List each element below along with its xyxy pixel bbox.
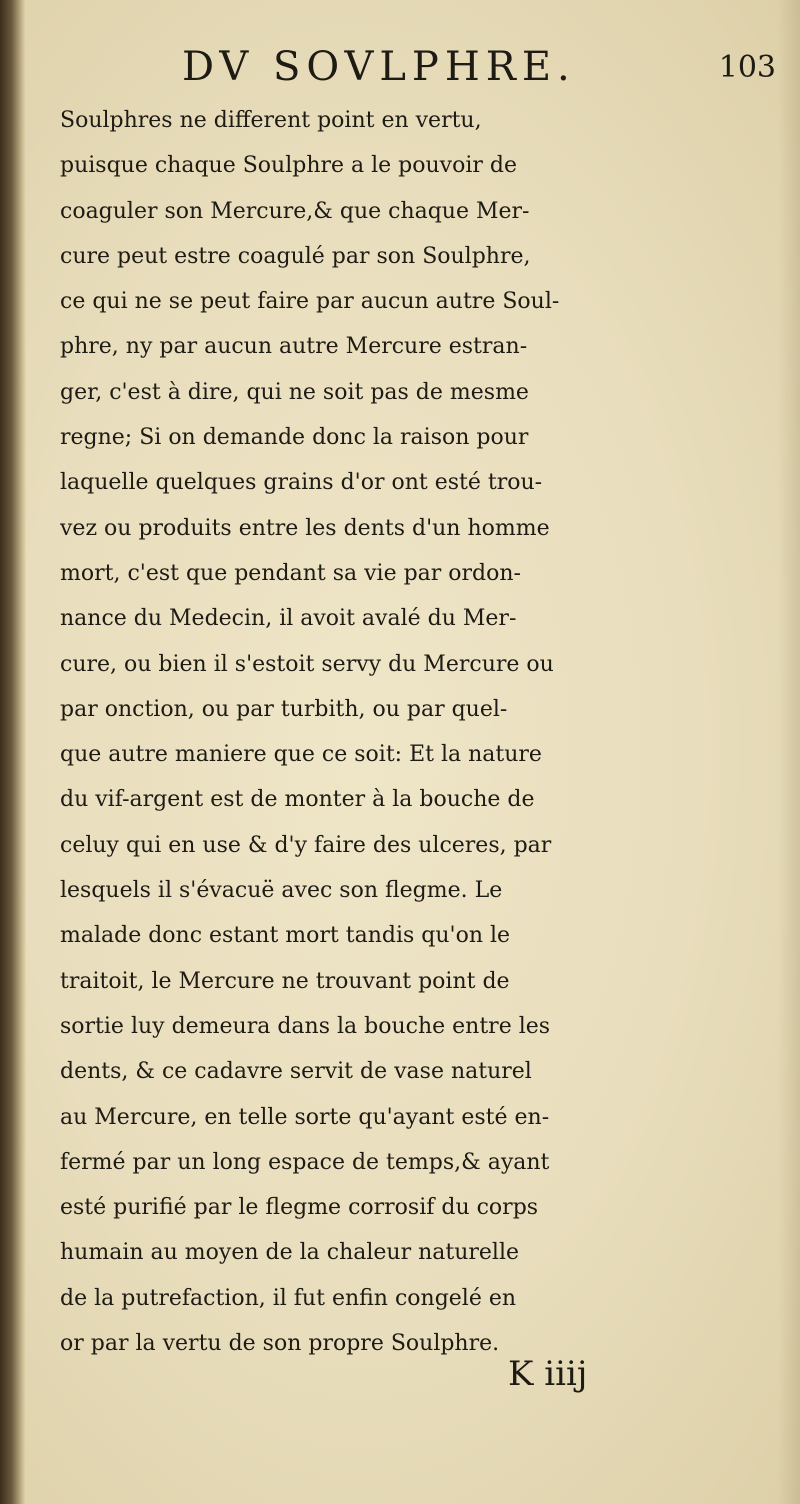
text-line: laquelle quelques grains d'or ont esté trou- <box>60 470 543 496</box>
text-line: malade donc estant mort tandis qu'on le <box>60 923 511 949</box>
text-line: regne; Si on demande donc la raison pour <box>60 425 529 451</box>
body-text <box>60 98 800 1366</box>
text-line: du vif-argent est de monter à la bouche de <box>60 787 535 813</box>
text-line: Soulphres ne different point en vertu, <box>60 108 482 133</box>
page-number: 103 <box>718 50 776 85</box>
text-line: ce qui ne se peut faire par aucun autre Soul- <box>60 289 560 315</box>
text-line: sortie luy demeura dans la bouche entre les <box>60 1013 551 1039</box>
text-line: par onction, ou par turbith, ou par quel- <box>60 696 508 722</box>
text-line: coaguler son Mercure,& que chaque Mer- <box>60 198 530 224</box>
page-header <box>60 44 790 104</box>
text-line: nance du Medecin, il avoit avalé du Mer- <box>60 606 517 632</box>
text-line: de la putrefaction, il fut enfin congelé en <box>60 1285 517 1311</box>
text-line: celuy qui en use & d'y faire des ulceres, par <box>60 832 552 858</box>
text-line: esté purifié par le flegme corrosif du corps <box>60 1195 539 1221</box>
text-line: puisque chaque Soulphre a le pouvoir de <box>60 153 517 179</box>
text-line: mort, c'est que pendant sa vie par ordon- <box>60 560 521 586</box>
text-line: lesquels il s'évacuë avec son flegme. Le <box>60 878 503 904</box>
text-line: vez ou produits entre les dents d'un homme <box>60 515 550 541</box>
text-line: cure, ou bien il s'estoit servy du Mercure ou <box>60 651 554 677</box>
text-line: dents, & ce cadavre servit de vase naturel <box>60 1059 532 1085</box>
text-line: au Mercure, en telle sorte qu'ayant esté en- <box>60 1104 550 1130</box>
text-line: fermé par un long espace de temps,& ayant <box>60 1149 550 1175</box>
page-gutter <box>0 0 26 1504</box>
signature-mark: K iiij <box>508 1354 588 1394</box>
text-line: or par la vertu de son propre Soulphre. <box>60 1331 500 1357</box>
running-title: DV SOVLPHRE. <box>182 44 576 90</box>
text-line: humain au moyen de la chaleur naturelle <box>60 1240 520 1266</box>
text-line: cure peut estre coagulé par son Soulphre, <box>60 243 531 269</box>
text-line: traitoit, le Mercure ne trouvant point de <box>60 968 510 994</box>
text-line: que autre maniere que ce soit: Et la nature <box>60 742 542 768</box>
text-line: phre, ny par aucun autre Mercure estran- <box>60 334 528 360</box>
text-line: ger, c'est à dire, qui ne soit pas de mesme <box>60 379 529 405</box>
